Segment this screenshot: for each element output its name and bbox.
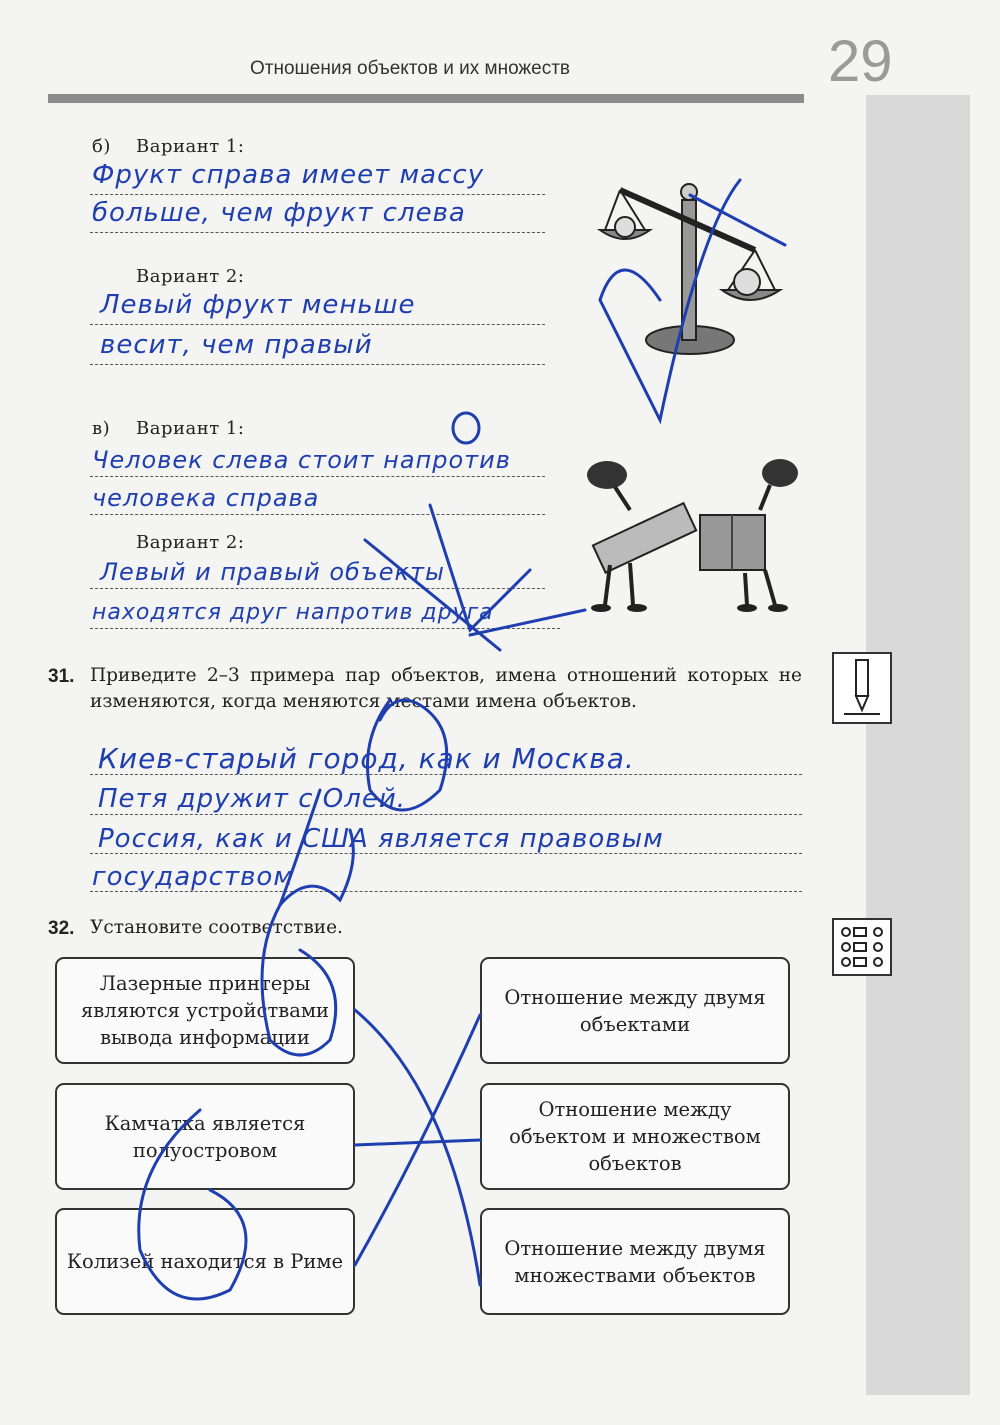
- task-31-answer-2: Петя дружит с Олей.: [98, 784, 406, 814]
- section-v-letter: в): [92, 418, 111, 439]
- section-b-variant2-answer-1: Левый фрукт меньше: [100, 290, 416, 320]
- pen-stroke: [690, 195, 785, 245]
- task-31-text: Приведите 2–3 примера пар объектов, имена отношений которых не изменяются, когда меняются местами имена объектов.: [90, 665, 802, 712]
- pen-stroke: [280, 790, 353, 905]
- match-left-item-2: Камчатка является полуостровом: [55, 1083, 355, 1190]
- match-right-item-1: Отношение между двумя объектами: [480, 957, 790, 1064]
- section-v-variant2-answer-2: находятся друг напротив друга: [92, 600, 494, 625]
- section-v-variant1-label: Вариант 1:: [136, 418, 245, 439]
- section-b-variant1-answer-1: Фрукт справа имеет массу: [92, 160, 485, 190]
- section-b-variant2-answer-2: весит, чем правый: [100, 330, 373, 360]
- section-b-variant1-answer-2: больше, чем фрукт слева: [92, 198, 466, 228]
- pen-stroke: [430, 505, 530, 630]
- task-31-number: 31.: [48, 666, 75, 687]
- pen-loop: [368, 700, 447, 810]
- task-31-answer-3: Россия, как и США является правовым: [98, 824, 664, 854]
- match-left-item-1: Лазерные принтеры являются устройствами вывода информации: [55, 957, 355, 1064]
- match-right-item-3: Отношение между двумя множествами объектов: [480, 1208, 790, 1315]
- pen-check-mark: [600, 180, 740, 420]
- section-v-variant2-answer-1: Левый и правый объекты: [100, 558, 445, 586]
- task-31-answer-4: государством: [92, 862, 294, 892]
- section-b-variant1-label: Вариант 1:: [136, 136, 245, 157]
- match-right-item-2: Отношение между объектом и множеством объектов: [480, 1083, 790, 1190]
- pen-circle: [453, 413, 479, 443]
- page-header-title: Отношения объектов и их множеств: [250, 58, 571, 79]
- task-32-number: 32.: [48, 918, 75, 939]
- pen-loop: [262, 905, 336, 1055]
- section-v-variant2-label: Вариант 2:: [136, 532, 245, 553]
- section-v-variant1-answer-2: человека справа: [92, 484, 320, 512]
- pen-loop: [139, 1110, 246, 1299]
- task-32-text: Установите соответствие.: [90, 917, 343, 938]
- task-31-answer-1: Киев-старый город, как и Москва.: [98, 742, 635, 775]
- match-left-item-3: Колизей находится в Риме: [55, 1208, 355, 1315]
- section-v-variant1-answer-1: Человек слева стоит напротив: [92, 446, 511, 474]
- section-b-letter: б): [92, 136, 111, 157]
- section-b-variant2-label: Вариант 2:: [136, 266, 245, 287]
- page-number: 29: [828, 29, 893, 94]
